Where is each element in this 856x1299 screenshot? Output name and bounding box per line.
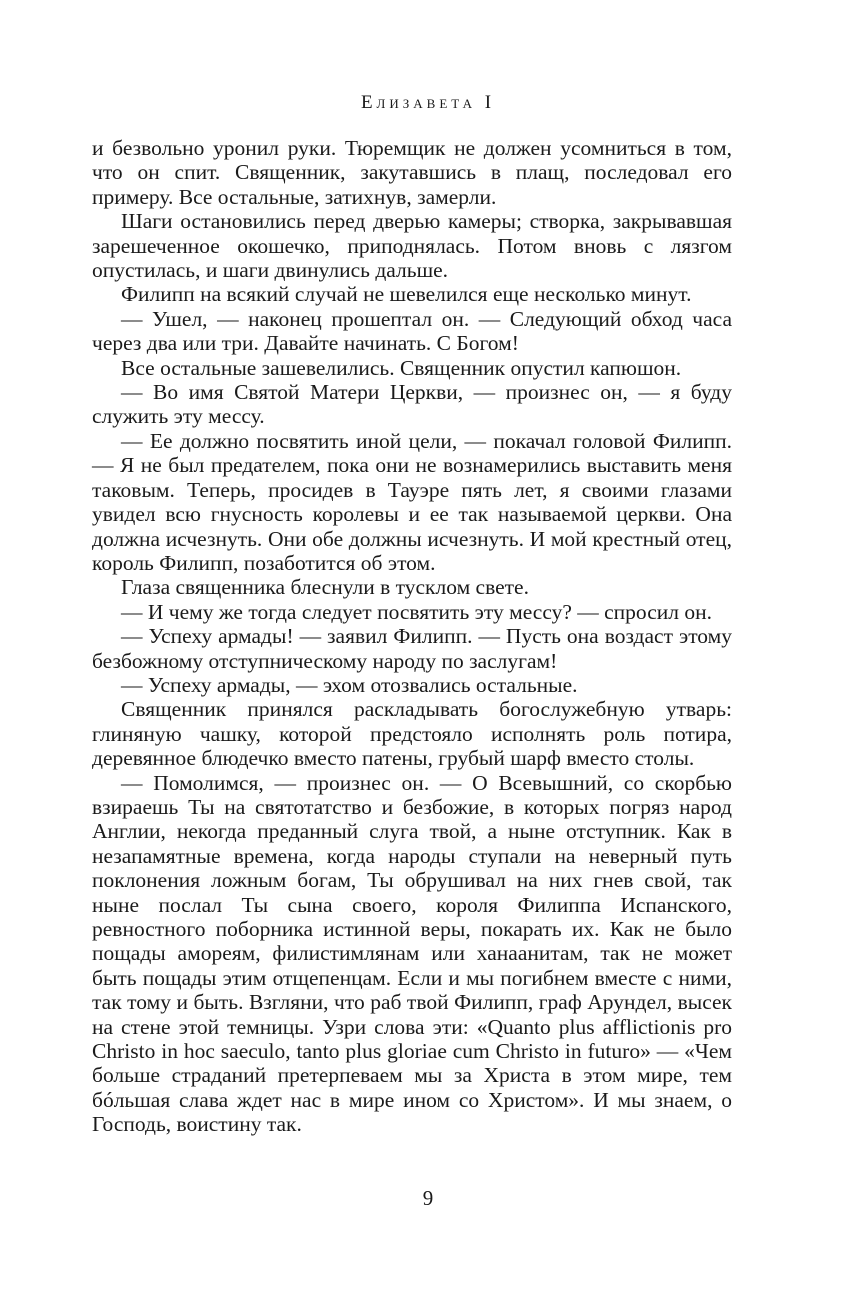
page-number: 9 — [422, 1186, 434, 1210]
paragraph: — Ее должно посвятить иной цели, — покачал головой Филипп. — Я не был предателем, пока они не вознамерились выставить меня таковым. Теперь, просидев в Тауэре пять лет, я своими глазами увидел всю гнусность королевы и ее так называемой церкви. Она должна исчезнуть. Они обе должны исчезнуть. И мой крестный отец, король Филипп, позаботится об этом. — [92, 428, 732, 575]
paragraph: — Помолимся, — произнес он. — О Всевышний, со скорбью взираешь Ты на святотатство и безбожие, в которых погряз народ Англии, некогда преданный слуга твой, а ныне отступник. Как в незапамятные времена, когда народы ступали на неверный путь поклонения ложным богам, Ты обрушивал на них гнев свой, так ныне послал Ты сына своего, короля Филиппа Испанского, ревностного поборника истинной веры, покарать их. Как не было пощады амореям, филистимлянам или ханаанитам, так не может быть пощады этим отщепенцам. Если и мы погибнем вместе с ними, так тому и быть. Взгляни, что раб твой Филипп, граф Арундел, высек на стене этой темницы. Узри слова эти: «Quanto plus afflictionis pro Christo in hoc saeculo, tanto plus gloriae cum Christo in futuro» — «Чем больше страданий претерпеваем мы за Христа в этом мире, тем бóльшая слава ждет нас в мире ином со Христом». И мы знаем, о Господь, воистину так. — [92, 770, 732, 1137]
paragraph: — Во имя Святой Матери Церкви, — произнес он, — я буду служить эту мессу. — [92, 380, 732, 429]
paragraph: — И чему же тогда следует посвятить эту мессу? — спросил он. — [121, 599, 712, 624]
paragraph: Все остальные зашевелились. Священник опустил капюшон. — [121, 355, 682, 380]
body-text — [92, 136, 732, 1137]
paragraph: Глаза священника блеснули в тусклом свете. — [121, 575, 529, 600]
paragraph: Филипп на всякий случай не шевелился еще несколько минут. — [121, 282, 692, 307]
paragraph: — Успеху армады, — эхом отозвались остальные. — [121, 672, 578, 697]
paragraph: Шаги остановились перед дверью камеры; створка, закрывавшая зарешеченное окошечко, приподнялась. Потом вновь с лязгом опустилась, и шаги двинулись дальше. — [92, 209, 732, 283]
paragraph: и безвольно уронил руки. Тюремщик не должен усомниться в том, что он спит. Священник, закутавшись в плащ, последовал его примеру. Все остальные, затихнув, замерли. — [92, 136, 732, 209]
paragraph: — Успеху армады! — заявил Филипп. — Пусть она воздаст этому безбожному отступническому народу по заслугам! — [92, 624, 732, 673]
paragraph: — Ушел, — наконец прошептал он. — Следующий обход часа через два или три. Давайте начинать. С Богом! — [92, 306, 732, 356]
paragraph: Священник принялся раскладывать богослужебную утварь: глиняную чашку, которой предстояло исполнять роль потира, деревянное блюдечко вместо патены, грубый шарф вместо столы. — [92, 697, 732, 771]
running-head: Елизавета I — [360, 92, 496, 113]
